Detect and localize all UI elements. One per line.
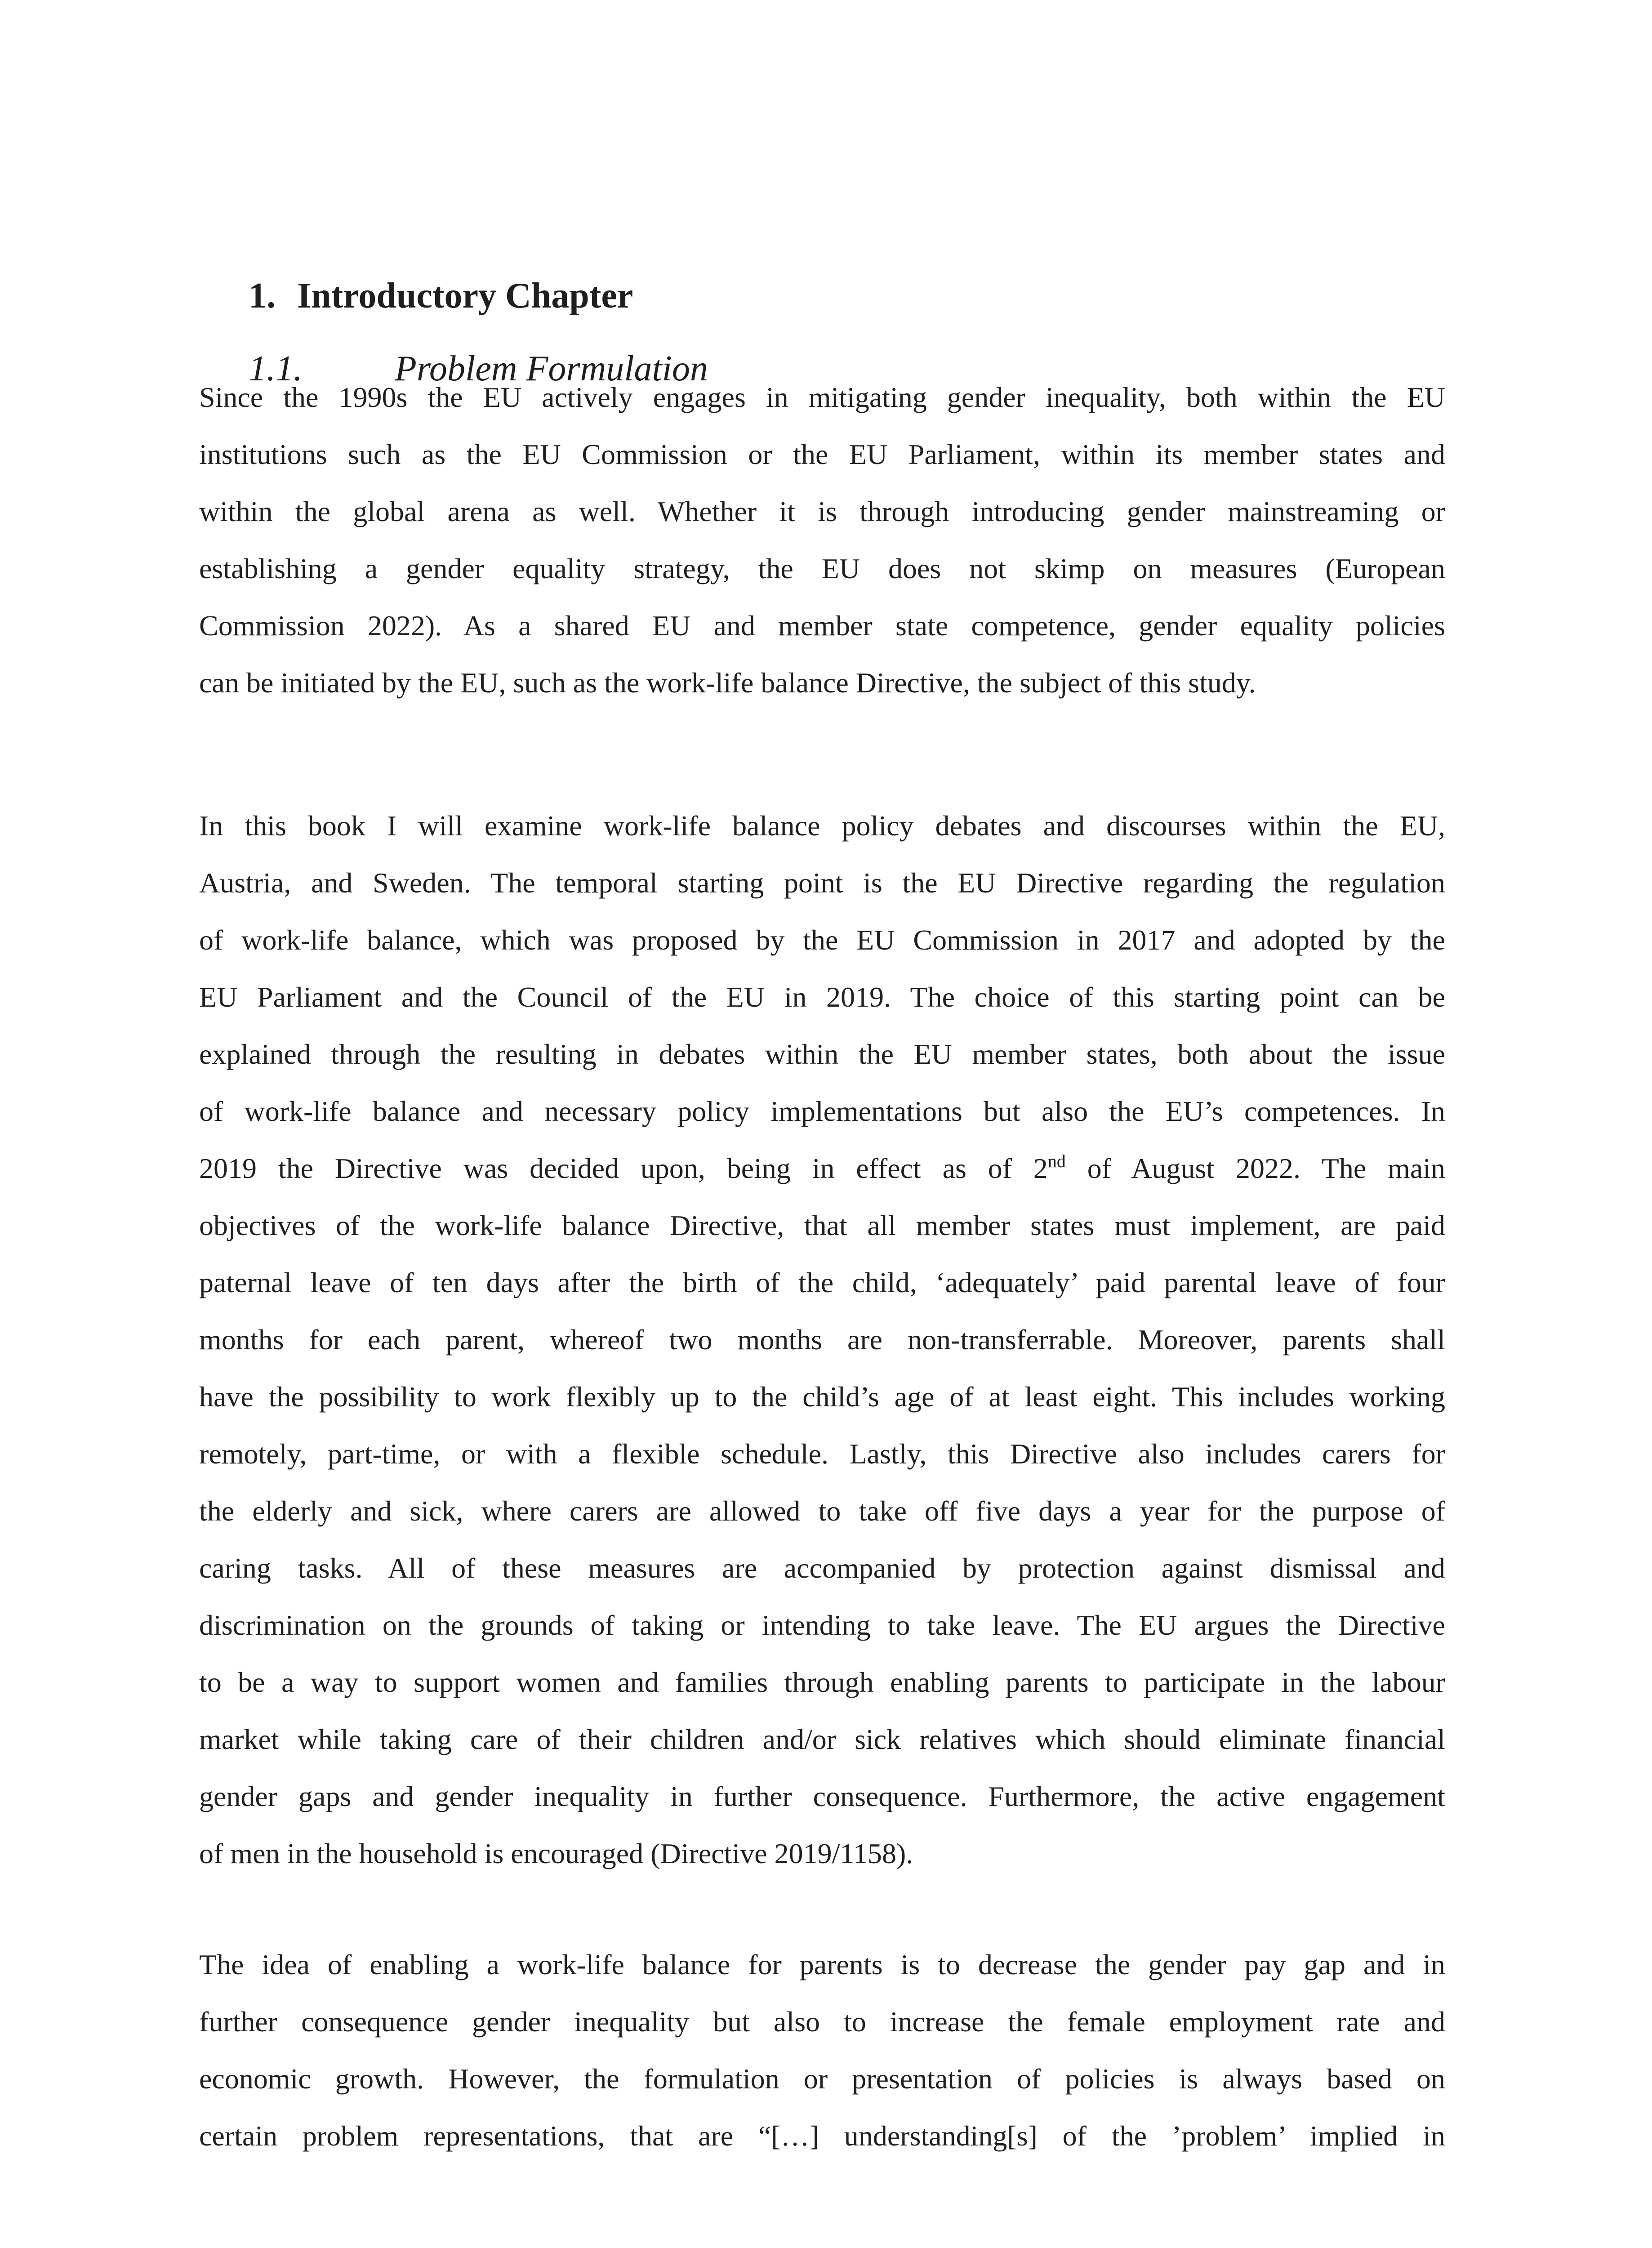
text-line: objectives of the work-life balance Directive, that all member states must implement, are paid [199, 1209, 1445, 1241]
text-line: months for each parent, whereof two months are non-transferrable. Moreover, parents shall [199, 1324, 1445, 1356]
text-line: the elderly and sick, where carers are allowed to take off five days a year for the purpose of [199, 1495, 1445, 1527]
text-line: economic growth. However, the formulation or presentation of policies is always based on [199, 2063, 1445, 2095]
text-line: caring tasks. All of these measures are accompanied by protection against dismissal and [199, 1552, 1445, 1584]
text-line: of work-life balance, which was proposed by the EU Commission in 2017 and adopted by the [199, 924, 1445, 956]
text-line: have the possibility to work flexibly up to the child’s age of at least eight. This includes working [199, 1381, 1445, 1413]
line-text-start: 2019 the Directive was decided upon, being in effect as of 2 [199, 1152, 1048, 1184]
section-number: 1.1. [249, 349, 303, 388]
ordinal-suffix: nd [1047, 1151, 1066, 1171]
text-line: explained through the resulting in debates within the EU member states, both about the issue [199, 1038, 1445, 1070]
paragraph-3 [199, 1936, 1445, 2164]
text-line: of work-life balance and necessary policy implementations but also the EU’s competences. In [199, 1095, 1445, 1127]
text-line: Since the 1990s the EU actively engages in mitigating gender inequality, both within the EU [199, 381, 1445, 413]
text-line: EU Parliament and the Council of the EU in 2019. The choice of this starting point can be [199, 981, 1445, 1013]
text-line: market while taking care of their children and/or sick relatives which should eliminate financial [199, 1723, 1445, 1755]
text-line: further consequence gender inequality but also to increase the female employment rate and [199, 2006, 1445, 2038]
text-line: can be initiated by the EU, such as the work-life balance Directive, the subject of this study. [199, 667, 1256, 699]
line-text-end: of August 2022. The main [1065, 1152, 1445, 1184]
text-line: Commission 2022). As a shared EU and member state competence, gender equality policies [199, 610, 1445, 642]
paragraph-2 [199, 797, 1445, 1882]
text-line: of men in the household is encouraged (Directive 2019/1158). [199, 1838, 913, 1869]
text-line: The idea of enabling a work-life balance for parents is to decrease the gender pay gap and in [199, 1949, 1445, 1980]
text-line [199, 1140, 1445, 1197]
text-line: Austria, and Sweden. The temporal starting point is the EU Directive regarding the regulation [199, 867, 1445, 899]
section-title: Problem Formulation [395, 349, 708, 388]
text-line: certain problem representations, that are “[…] understanding[s] of the ’problem’ implied in [199, 2120, 1445, 2152]
text-line: to be a way to support women and families through enabling parents to participate in the labour [199, 1666, 1445, 1698]
text-line: institutions such as the EU Commission or the EU Parliament, within its member states and [199, 438, 1445, 470]
chapter-number: 1. [249, 276, 276, 316]
paragraph-1 [199, 369, 1445, 711]
text-line: gender gaps and gender inequality in further consequence. Furthermore, the active engagement [199, 1780, 1445, 1812]
text-line: establishing a gender equality strategy, the EU does not skimp on measures (European [199, 553, 1445, 584]
text-line: In this book I will examine work-life balance policy debates and discourses within the EU, [199, 810, 1445, 842]
chapter-title: Introductory Chapter [297, 276, 633, 316]
text-line: paternal leave of ten days after the birth of the child, ‘adequately’ paid parental leave of four [199, 1267, 1445, 1298]
text-line: discrimination on the grounds of taking or intending to take leave. The EU argues the Directive [199, 1609, 1445, 1641]
chapter-heading [249, 274, 633, 317]
text-line: remotely, part-time, or with a flexible schedule. Lastly, this Directive also includes carers for [199, 1438, 1445, 1470]
text-line: within the global arena as well. Whether it is through introducing gender mainstreaming or [199, 495, 1445, 527]
